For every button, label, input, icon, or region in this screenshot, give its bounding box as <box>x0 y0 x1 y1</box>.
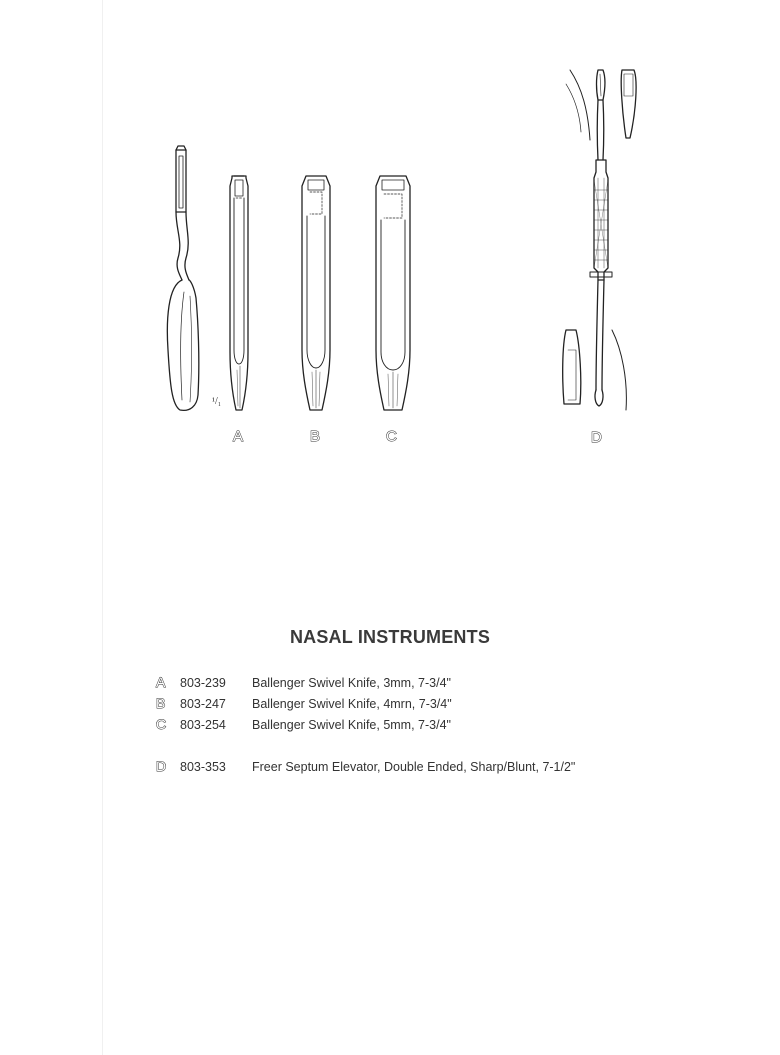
knife-b-drawing <box>302 176 330 410</box>
item-code: 803-353 <box>180 760 226 774</box>
item-letter: C <box>156 716 167 732</box>
item-code: 803-239 <box>180 676 226 690</box>
catalog-list <box>156 676 716 781</box>
catalog-row <box>156 760 716 781</box>
catalog-row <box>156 718 716 739</box>
item-code: 803-254 <box>180 718 226 732</box>
item-letter: B <box>156 695 166 711</box>
instrument-illustration <box>0 0 780 460</box>
swivel-knife-full-drawing <box>167 146 198 410</box>
item-code: 803-247 <box>180 697 226 711</box>
elevator-d-drawing <box>563 70 636 410</box>
item-description: Ballenger Swivel Knife, 3mm, 7-3/4" <box>252 676 451 690</box>
knife-c-drawing <box>376 176 410 410</box>
catalog-row <box>156 697 716 718</box>
figure-label-a: A <box>233 428 244 445</box>
knife-a-drawing <box>230 176 248 410</box>
catalog-row <box>156 676 716 697</box>
figure-label-c: C <box>386 428 397 445</box>
figure-label-d: D <box>591 429 602 446</box>
item-letter: A <box>156 674 166 690</box>
page-title: NASAL INSTRUMENTS <box>289 627 491 647</box>
item-description: Freer Septum Elevator, Double Ended, Sharp/Blunt, 7-1/2" <box>252 760 576 774</box>
figure-label-b: B <box>310 428 321 445</box>
item-description: Ballenger Swivel Knife, 4mrn, 7-3/4" <box>252 697 452 711</box>
item-letter: D <box>156 758 167 774</box>
item-description: Ballenger Swivel Knife, 5mm, 7-3/4" <box>252 718 451 732</box>
scale-note: ¹/₁ <box>212 396 222 407</box>
